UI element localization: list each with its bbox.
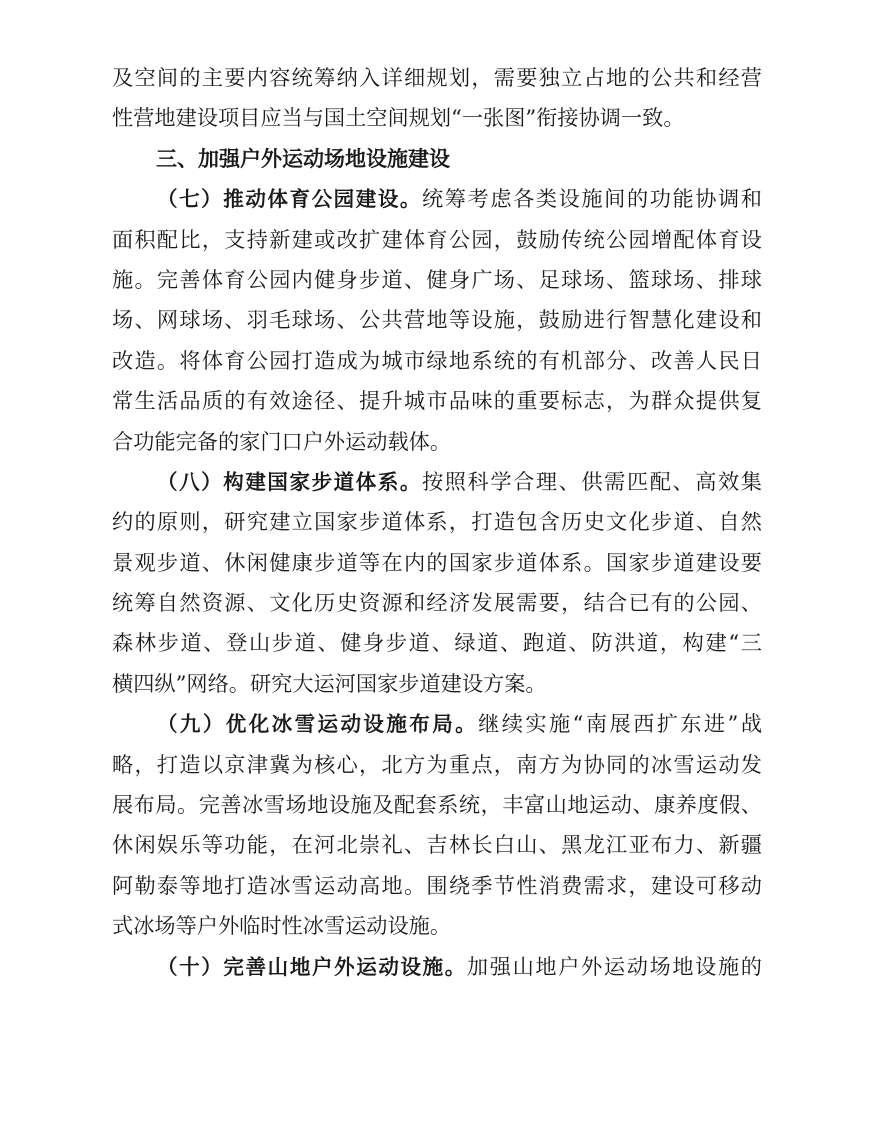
paragraph-8-line-2: 约的原则，研究建立国家步道体系，打造包含历史文化步道、自然 bbox=[112, 509, 762, 535]
paragraph-10-text-1: 加强山地户外运动场地设施的 bbox=[466, 953, 762, 979]
paragraph-7-line-6: 常生活品质的有效途径、提升城市品味的重要标志，为群众提供复 bbox=[112, 388, 762, 414]
paragraph-9-line-1 bbox=[112, 704, 762, 744]
paragraph-8-text-1: 按照科学合理、供需匹配、高效集 bbox=[422, 468, 762, 494]
paragraph-8-line-4: 统筹自然资源、文化历史资源和经济发展需要，结合已有的公园、 bbox=[112, 590, 762, 616]
paragraph-9-line-4: 休闲娱乐等功能，在河北崇礼、吉林长白山、黑龙江亚布力、新疆 bbox=[112, 832, 762, 858]
paragraph-8-line-1 bbox=[112, 462, 762, 502]
paragraph-9-line-2: 略，打造以京津冀为核心，北方为重点，南方为协同的冰雪运动发 bbox=[112, 751, 762, 777]
paragraph-9-line-5: 阿勒泰等地打造冰雪运动高地。围绕季节性消费需求，建设可移动 bbox=[112, 872, 762, 898]
paragraph-7-line-1 bbox=[112, 179, 762, 219]
paragraph-7-line-3: 施。完善体育公园内健身步道、健身广场、足球场、篮球场、排球 bbox=[112, 266, 762, 292]
paragraph-8-line-5: 森林步道、登山步道、健身步道、绿道、跑道、防洪道，构建“三 bbox=[112, 630, 762, 656]
paragraph-9-text-1: 继续实施“南展西扩东进”战 bbox=[478, 711, 763, 737]
paragraph-7-line-2: 面积配比，支持新建或改扩建体育公园，鼓励传统公园增配体育设 bbox=[112, 226, 762, 252]
paragraph-7-line-5: 改造。将体育公园打造成为城市绿地系统的有机部分、改善人民日 bbox=[112, 347, 762, 373]
intro-line-2: 性营地建设项目应当与国土空间规划“一张图”衔接协调一致。 bbox=[112, 105, 685, 131]
paragraph-7-line-7: 合功能完备的家门口户外运动载体。 bbox=[112, 428, 452, 454]
paragraph-8-line-6: 横四纵”网络。研究大运河国家步道建设方案。 bbox=[112, 670, 547, 696]
paragraph-10-title: （十）完善山地户外运动设施。 bbox=[157, 954, 467, 979]
paragraph-9-line-3: 展布局。完善冰雪场地设施及配套系统，丰富山地运动、康养度假、 bbox=[112, 792, 762, 818]
paragraph-9-line-6: 式冰场等户外临时性冰雪运动设施。 bbox=[112, 913, 452, 939]
paragraph-8-line-3: 景观步道、休闲健康步道等在内的国家步道体系。国家步道建设要 bbox=[112, 549, 762, 575]
paragraph-9-title: （九）优化冰雪运动设施布局。 bbox=[157, 712, 479, 737]
section-heading: 三、加强户外运动场地设施建设 bbox=[156, 146, 450, 171]
intro-line-1: 及空间的主要内容统筹纳入详细规划，需要独立占地的公共和经营 bbox=[112, 65, 762, 90]
paragraph-7-text-1: 统筹考虑各类设施间的功能协调和 bbox=[422, 186, 762, 212]
paragraph-8-title: （八）构建国家步道体系。 bbox=[157, 469, 423, 494]
document-page bbox=[112, 58, 762, 987]
paragraph-10-line-1 bbox=[112, 947, 762, 987]
paragraph-7-title: （七）推动体育公园建设。 bbox=[157, 187, 423, 212]
paragraph-7-line-4: 场、网球场、羽毛球场、公共营地等设施，鼓励进行智慧化建设和 bbox=[112, 307, 762, 333]
